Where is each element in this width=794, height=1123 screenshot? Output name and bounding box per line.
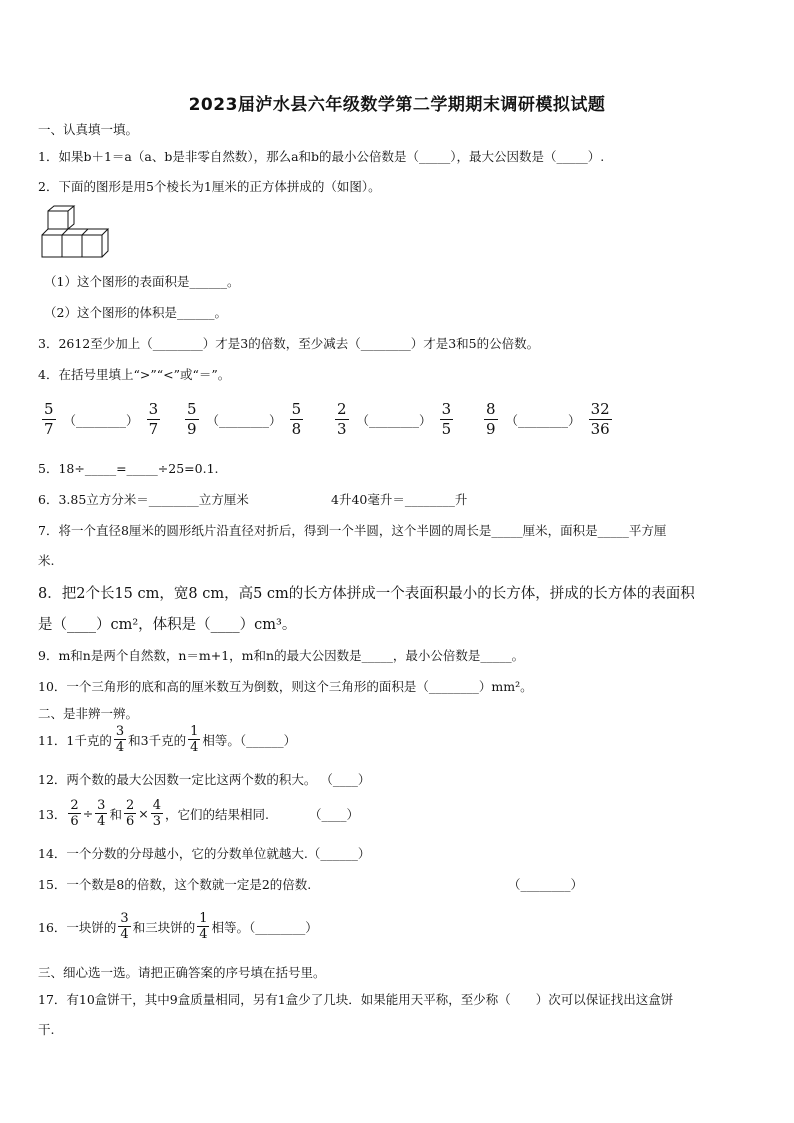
question-10: 10．一个三角形的底和高的厘米数互为倒数，则这个三角形的面积是（________）mm²。 bbox=[38, 679, 533, 694]
section-heading-1: 一、认真填一填。 bbox=[38, 122, 139, 137]
question-9: 9．m和n是两个自然数，n＝m+1，m和n的最大公因数是_____，最小公倍数是_____。 bbox=[38, 648, 525, 663]
question-6-part-2: 4升40毫升＝________升 bbox=[331, 492, 468, 507]
question-12: 12．两个数的最大公因数一定比这两个数的积大。 （____） bbox=[38, 772, 371, 787]
compare-item bbox=[183, 400, 305, 439]
question-2-part-1: （1）这个图形的表面积是______。 bbox=[44, 274, 240, 289]
question-15: 15．一个数是8的倍数，这个数就一定是2的倍数. bbox=[38, 877, 312, 892]
answer-paren: （________） bbox=[505, 412, 581, 428]
fraction: $\frac{5}{8}$ bbox=[291, 400, 302, 438]
question-8-line-2: 是（____）cm²，体积是（____）cm³。 bbox=[38, 617, 297, 633]
fraction: $\frac{3}{4}$ bbox=[97, 798, 106, 829]
fraction: $\frac{3}{4}$ bbox=[120, 911, 129, 942]
fraction: $\frac{3}{5}$ bbox=[441, 400, 452, 438]
fraction: $\frac{5}{7}$ bbox=[44, 400, 54, 438]
question-3: 3．2612至少加上（________）才是3的倍数，至少减去（________）才是3和5的公倍数。 bbox=[38, 336, 540, 351]
question-2: 2．下面的图形是用5个棱长为1厘米的正方体拼成的（如图）。 bbox=[38, 179, 381, 194]
section-heading-2: 二、是非辨一辨。 bbox=[38, 706, 139, 721]
question-7-line-2: 米. bbox=[38, 553, 55, 568]
fraction: $\frac{8}{9}$ bbox=[486, 400, 496, 438]
question-15-paren: （________） bbox=[508, 877, 584, 892]
question-2-part-2: （2）这个图形的体积是______。 bbox=[44, 305, 227, 320]
question-7-line-1: 7．将一个直径8厘米的圆形纸片沿直径对折后，得到一个半圆，这个半圆的周长是_____厘米，面积是_____平方厘 bbox=[38, 523, 667, 538]
question-17-line-2: 干. bbox=[38, 1022, 55, 1037]
question-6-part-1: 6．3.85立方分米＝________立方厘米 bbox=[38, 492, 249, 507]
question-17-line-1: 17．有10盒饼干，其中9盒质量相同，另有1盒少了几块．如果能用天平称，至少称（ ）次可以保证找出这盒饼 bbox=[38, 992, 674, 1007]
fraction: $\frac{2}{6}$ bbox=[125, 798, 135, 829]
answer-paren: （________） bbox=[63, 412, 139, 428]
answer-paren: （________） bbox=[206, 412, 282, 428]
fraction: $\frac{4}{3}$ bbox=[152, 798, 162, 829]
fraction: $\frac{1}{4}$ bbox=[199, 911, 208, 942]
fraction: $\frac{3}{7}$ bbox=[148, 400, 159, 438]
page-title: 2023届泸水县六年级数学第二学期期末调研模拟试题 bbox=[188, 95, 606, 115]
fraction: $\frac{32}{36}$ bbox=[590, 400, 610, 438]
fraction: $\frac{1}{4}$ bbox=[190, 724, 199, 755]
question-16: 16．一块饼的 $\frac{3}{4}$ 和三块饼的 $\frac{1}{4}$ 相等。（________） bbox=[38, 911, 318, 942]
question-11: 11．1千克的 $\frac{3}{4}$ 和3千克的 $\frac{1}{4}$ 相等。（______） bbox=[38, 724, 297, 755]
question-1: 1．如果b＋1＝a（a、b是非零自然数），那么a和b的最小公倍数是（_____），最大公因数是（_____）. bbox=[38, 149, 605, 164]
cube-figure bbox=[38, 205, 118, 260]
fraction: $\frac{3}{4}$ bbox=[115, 724, 125, 755]
fraction: $\frac{5}{9}$ bbox=[187, 400, 197, 438]
fraction: $\frac{2}{6}$ bbox=[70, 798, 79, 829]
compare-item bbox=[482, 400, 614, 439]
question-13: 13． $\frac{2}{6}$ ÷ $\frac{3}{4}$ 和 $\frac{2}{6}$ × $\frac{4}{3}$ ，它们的结果相同. （____） bbox=[38, 798, 360, 829]
question-4: 4．在括号里填上“>”“<”或“＝”。 bbox=[38, 367, 231, 382]
compare-item bbox=[40, 400, 162, 439]
section-heading-3: 三、细心选一选。请把正确答案的序号填在括号里。 bbox=[38, 965, 326, 980]
question-14: 14．一个分数的分母越小，它的分数单位就越大.（______） bbox=[38, 846, 371, 861]
fraction: $\frac{2}{3}$ bbox=[337, 400, 347, 438]
answer-paren: （________） bbox=[356, 412, 432, 428]
question-5: 5．18÷_____=_____÷25=0.1. bbox=[38, 461, 219, 476]
question-8-line-1: 8．把2个长15 cm，宽8 cm，高5 cm的长方体拼成一个表面积最小的长方体，拼成的长方体的表面积 bbox=[38, 586, 695, 602]
compare-item bbox=[333, 400, 455, 439]
